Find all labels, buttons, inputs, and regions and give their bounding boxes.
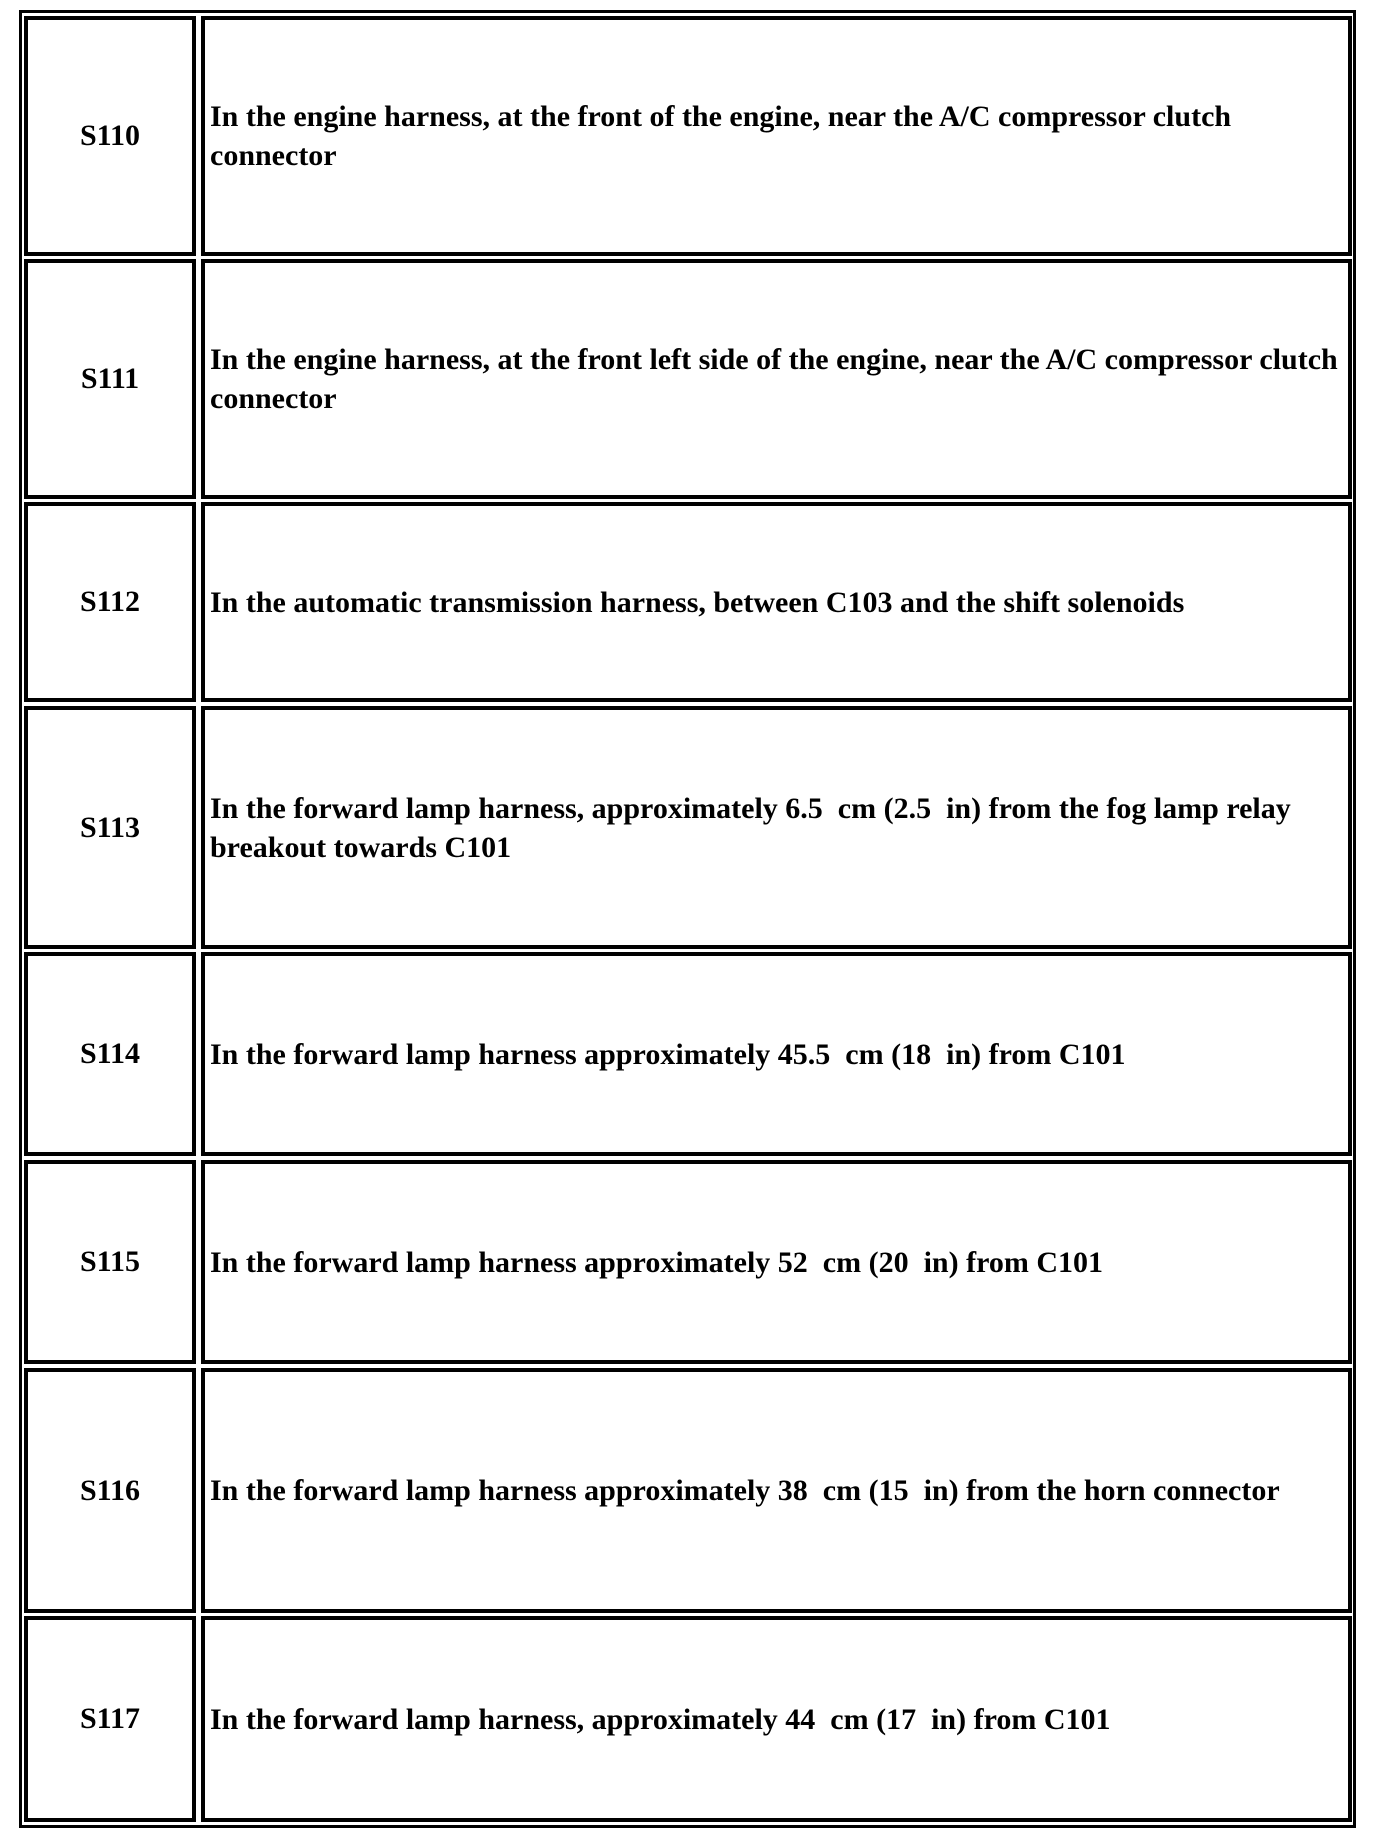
- splice-location-cell: [201, 16, 1352, 256]
- splice-id: S116: [79, 1473, 141, 1507]
- splice-id: S117: [79, 1702, 141, 1735]
- splice-location-cell: [201, 1616, 1352, 1822]
- table-row: [24, 502, 1352, 702]
- splice-id: S114: [79, 1037, 141, 1070]
- splice-id-cell: [24, 1616, 196, 1822]
- splice-id-cell: [24, 259, 196, 499]
- splice-location: In the forward lamp harness, approximately 6.5 cm (2.5 in) from the fog lamp relay breakout towards C101: [210, 791, 1299, 864]
- splice-location-cell: [201, 706, 1352, 949]
- splice-location: In the forward lamp harness approximately 52 cm (20 in) from C101: [210, 1245, 1104, 1279]
- splice-id-cell: [24, 1160, 196, 1364]
- splice-id: S111: [80, 362, 140, 395]
- splice-location: In the automatic transmission harness, between C103 and the shift solenoids: [210, 585, 1185, 619]
- table-row: [24, 952, 1352, 1156]
- splice-id-cell: [24, 1368, 196, 1613]
- splice-location-cell: [201, 1160, 1352, 1364]
- splice-location-cell: [201, 1368, 1352, 1613]
- splice-location-cell: [201, 952, 1352, 1156]
- table-row: [24, 706, 1352, 949]
- splice-location: In the engine harness, at the front left side of the engine, near the A/C compressor clutch connector: [210, 343, 1346, 415]
- splice-id-cell: [24, 502, 196, 702]
- splice-location-cell: [201, 259, 1352, 499]
- splice-location-cell: [201, 502, 1352, 702]
- table-row: [24, 16, 1352, 256]
- splice-id: S113: [79, 810, 141, 844]
- splice-location: In the forward lamp harness approximately 45.5 cm (18 in) from C101: [210, 1037, 1126, 1071]
- splice-id-cell: [24, 16, 196, 256]
- splice-id-cell: [24, 952, 196, 1156]
- table-row: [24, 1160, 1352, 1364]
- table-row: [24, 1616, 1352, 1822]
- splice-id: S110: [79, 119, 141, 152]
- table-row: [24, 259, 1352, 499]
- table-row: [24, 1368, 1352, 1613]
- splice-location: In the engine harness, at the front of the engine, near the A/C compressor clutch connector: [210, 100, 1239, 172]
- splice-location: In the forward lamp harness, approximately 44 cm (17 in) from C101: [210, 1702, 1111, 1736]
- splice-location: In the forward lamp harness approximately 38 cm (15 in) from the horn connector: [210, 1474, 1280, 1507]
- splice-id: S115: [79, 1245, 141, 1278]
- splice-id-cell: [24, 706, 196, 949]
- splice-id: S112: [79, 585, 141, 618]
